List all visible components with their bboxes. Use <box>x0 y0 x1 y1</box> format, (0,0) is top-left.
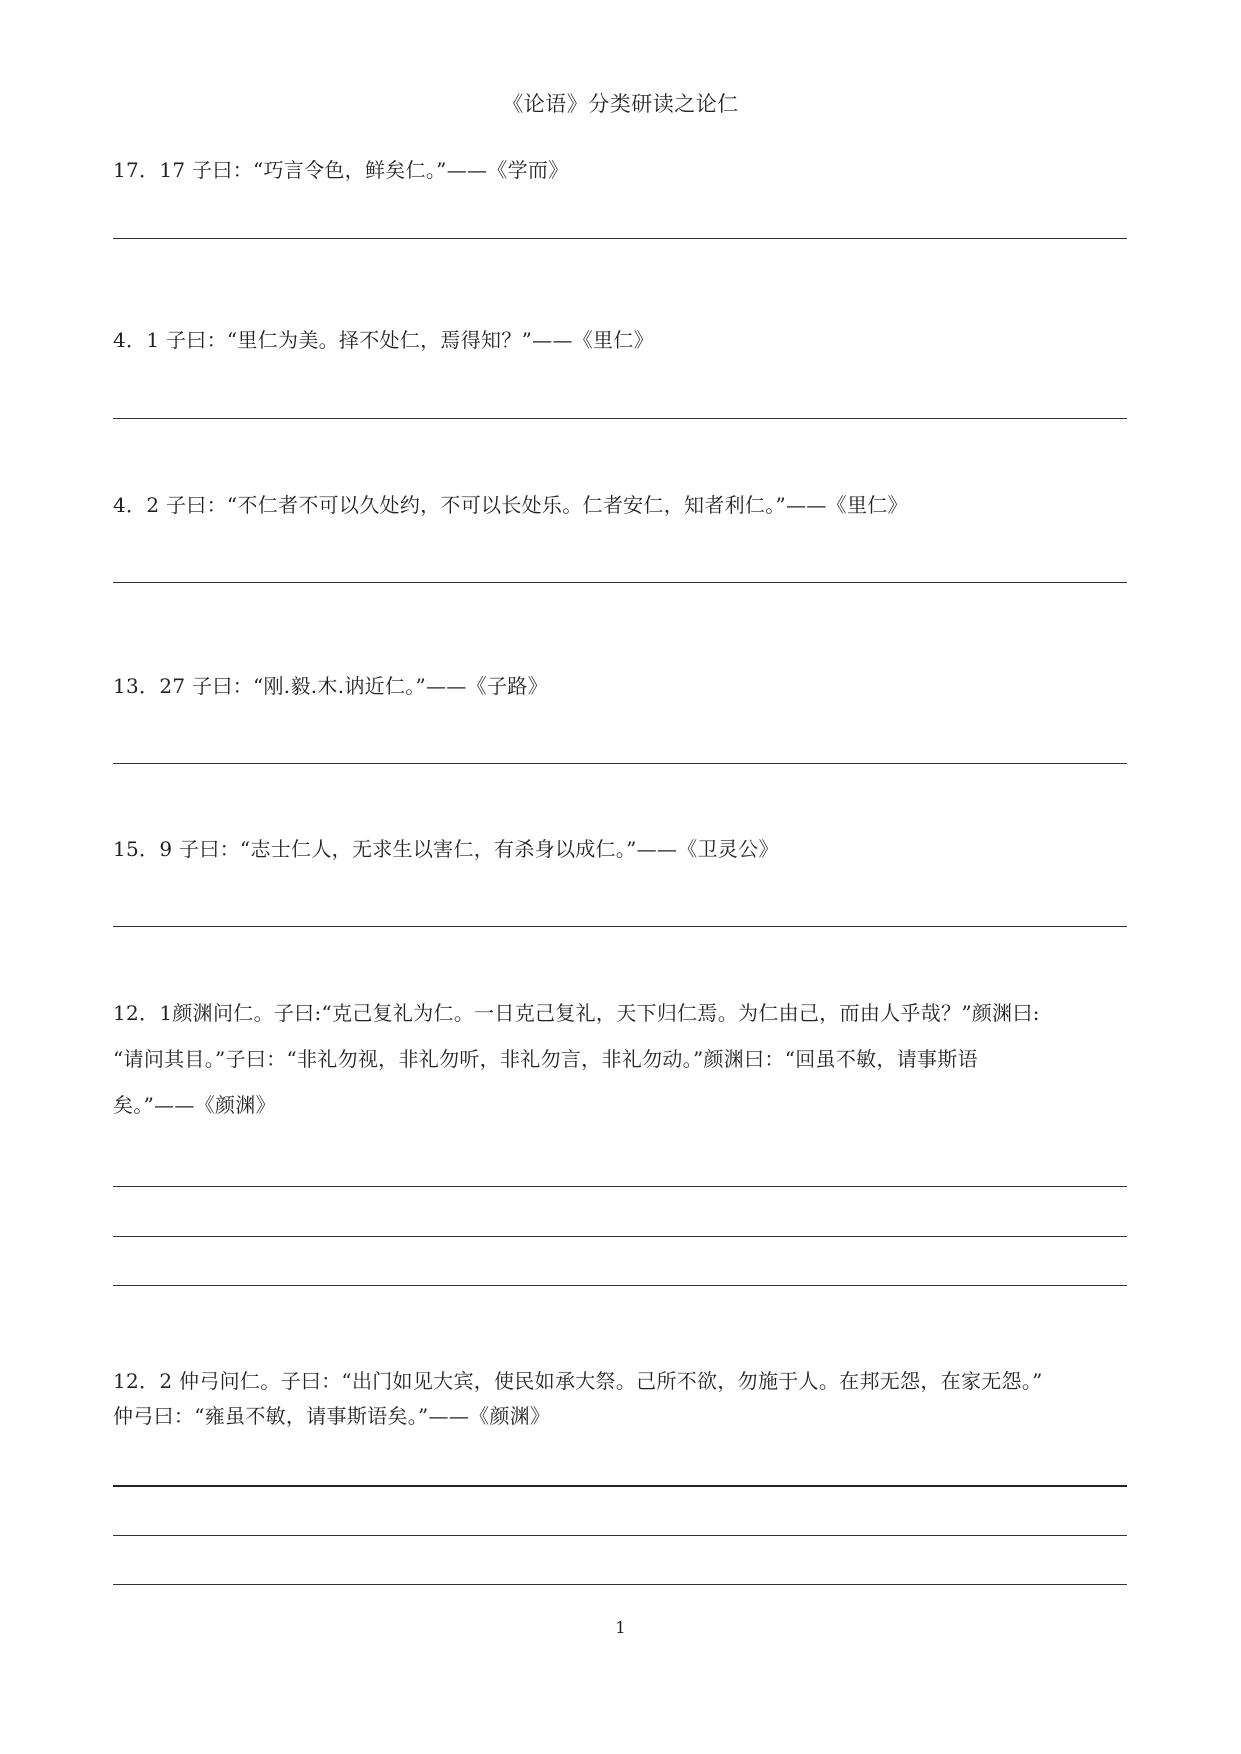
passage-line: 仲弓曰：“雍虽不敏，请事斯语矣。”——《颜渊》 <box>113 1404 551 1428</box>
answer-line[interactable] <box>113 1186 1127 1187</box>
passage-12-1 <box>113 990 1133 1128</box>
answer-line[interactable] <box>113 238 1127 239</box>
passage-12-2-continued <box>113 1393 1133 1439</box>
passage-4-1 <box>113 317 1133 363</box>
passage-line: 12．1颜渊问仁。子曰:“克己复礼为仁。一日克己复礼，天下归仁焉。为仁由己，而由人乎哉？”颜渊曰: <box>113 1001 1040 1025</box>
passage-line: 15．9 子曰：“志士仁人，无求生以害仁，有杀身以成仁。”——《卫灵公》 <box>113 837 779 861</box>
answer-line[interactable] <box>113 1285 1127 1286</box>
answer-line[interactable] <box>113 582 1127 583</box>
passage-line: 12．2 仲弓问仁。子曰：“出门如见大宾，使民如承大祭。己所不欲，勿施于人。在邦无怨，在家无怨。” <box>113 1369 1043 1393</box>
answer-line[interactable] <box>113 1236 1127 1237</box>
passage-line: 4．1 子曰：“里仁为美。择不处仁，焉得知？”——《里仁》 <box>113 328 654 352</box>
page-title: 《论语》分类研读之论仁 <box>502 92 739 116</box>
passage-line: 4．2 子曰：“不仁者不可以久处约，不可以长处乐。仁者安仁，知者利仁。”——《里仁》 <box>113 493 908 517</box>
answer-line[interactable] <box>113 1485 1127 1487</box>
page-number: 1 <box>615 1618 626 1637</box>
passage-15-9 <box>113 826 1133 872</box>
answer-line[interactable] <box>113 926 1127 927</box>
passage-line: “请问其目。”子曰：“非礼勿视，非礼勿听，非礼勿言，非礼勿动。”颜渊曰：“回虽不敏，请事斯语 <box>113 1047 978 1071</box>
answer-line[interactable] <box>113 1535 1127 1536</box>
passage-line: 矣。”——《颜渊》 <box>113 1093 276 1117</box>
answer-line[interactable] <box>113 418 1127 419</box>
passage-17-17 <box>113 147 1133 193</box>
passage-line: 17．17 子曰：“巧言令色，鲜矣仁。”——《学而》 <box>113 158 569 182</box>
passage-13-27 <box>113 663 1133 709</box>
passage-4-2 <box>113 482 1133 528</box>
passage-line: 13．27 子曰：“刚.毅.木.讷近仁。”——《子路》 <box>113 674 548 698</box>
answer-line[interactable] <box>113 763 1127 764</box>
answer-line[interactable] <box>113 1584 1127 1585</box>
